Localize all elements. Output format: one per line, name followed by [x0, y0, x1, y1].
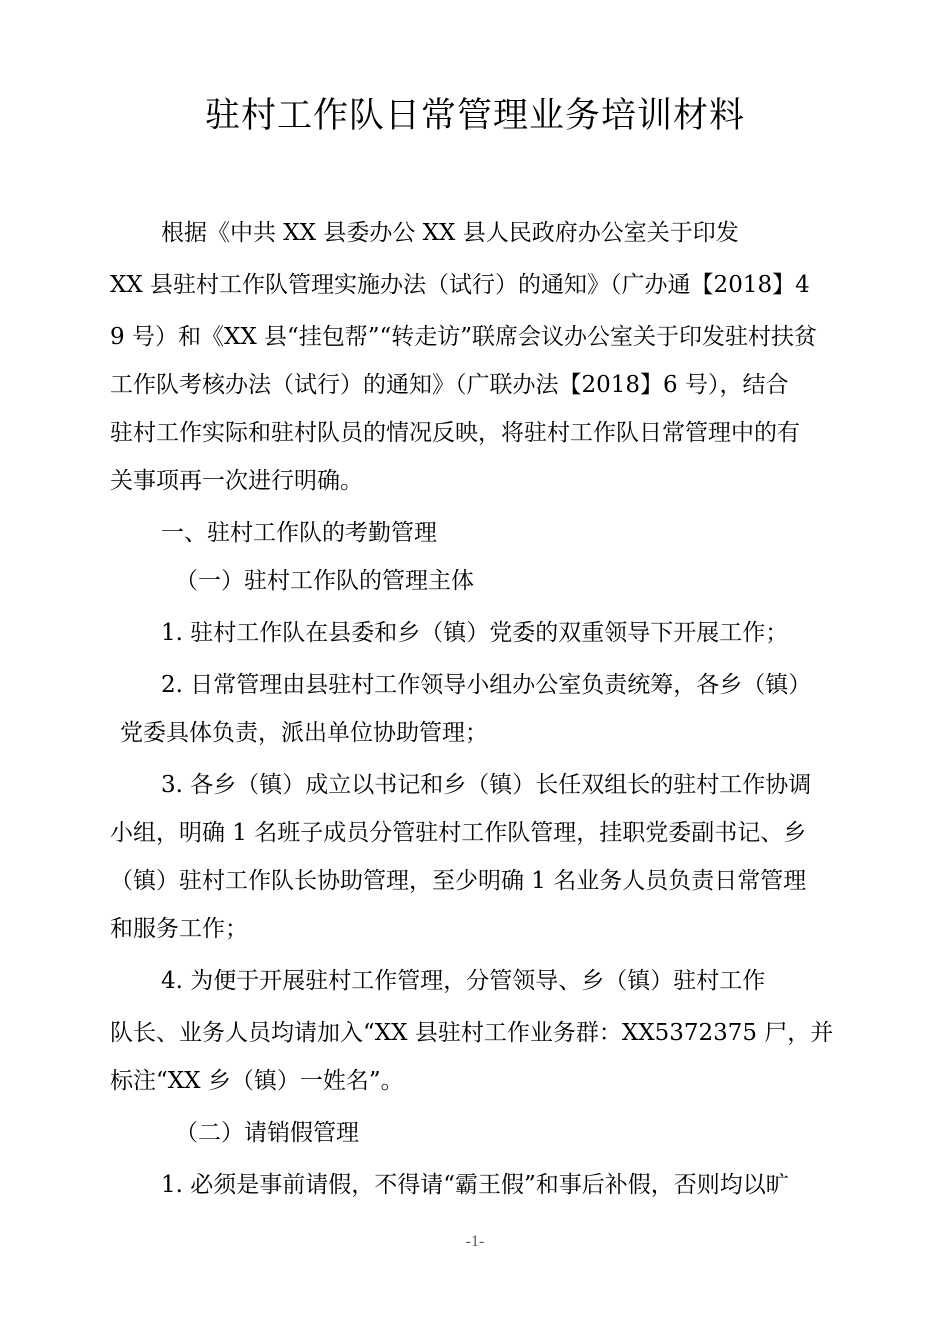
list-item-continuation: 队长、业务人员均请加入“XX 县驻村工作业务群：XX5372375 尸，并 [110, 1020, 834, 1046]
body-line: XX 县驻村工作队管理实施办法（试行）的通知》（广办通【2018】4 [110, 272, 810, 298]
body-line: 关事项再一次进行明确。 [110, 468, 363, 494]
list-item-continuation: （镇）驻村工作队长协助管理，至少明确 1 名业务人员负责日常管理 [110, 868, 807, 894]
body-line: 工作队考核办法（试行）的通知》（广联办法【2018】6 号），结合 [110, 372, 789, 398]
list-item: 2. 日常管理由县驻村工作领导小组办公室负责统筹，各乡（镇） [161, 672, 812, 698]
body-line: 驻村工作实际和驻村队员的情况反映，将驻村工作队日常管理中的有 [110, 420, 800, 446]
list-item: 1. 驻村工作队在县委和乡（镇）党委的双重领导下开展工作； [161, 620, 789, 646]
list-item-continuation: 和服务工作； [110, 916, 248, 942]
body-line: 9 号）和《XX 县“挂包帮”“转走访”联席会议办公室关于印发驻村扶贫 [110, 324, 818, 350]
list-item-continuation: 小组，明确 1 名班子成员分管驻村工作队管理，挂职党委副书记、乡 [110, 820, 807, 846]
subsection-heading: （一）驻村工作队的管理主体 [175, 568, 474, 594]
subsection-heading: （二）请销假管理 [175, 1120, 359, 1146]
list-item-continuation: 标注“XX 乡（镇）一姓名”。 [110, 1068, 404, 1094]
page-number: -1- [465, 1233, 485, 1250]
list-item: 3. 各乡（镇）成立以书记和乡（镇）长任双组长的驻村工作协调 [161, 772, 812, 798]
body-line: 根据《中共 XX 县委办公 XX 县人民政府办公室关于印发 [161, 220, 739, 246]
section-heading: 一、驻村工作队的考勤管理 [161, 520, 437, 546]
document-title: 驻村工作队日常管理业务培训材料 [204, 96, 745, 136]
list-item: 1. 必须是事前请假，不得请“霸王假”和事后补假，否则均以旷 [161, 1172, 789, 1198]
list-item-continuation: 党委具体负责，派出单位协助管理； [120, 720, 488, 746]
list-item: 4. 为便于开展驻村工作管理，分管领导、乡（镇）驻村工作 [161, 968, 766, 994]
